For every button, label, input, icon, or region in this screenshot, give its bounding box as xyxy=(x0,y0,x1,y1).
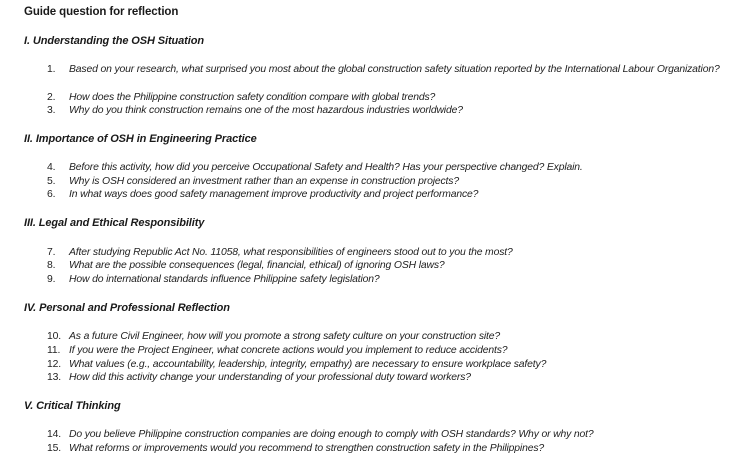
question-number: 1. xyxy=(47,64,56,75)
question-text: As a future Civil Engineer, how will you promote a strong safety culture on your construction site? xyxy=(69,331,501,342)
question-number: 9. xyxy=(47,274,56,285)
question-item-10 xyxy=(47,330,733,343)
question-item-11 xyxy=(47,344,733,357)
question-item-7 xyxy=(47,246,733,259)
question-item-5 xyxy=(47,175,733,188)
question-number: 7. xyxy=(47,247,56,258)
question-number: 12. xyxy=(47,359,61,370)
question-number: 10. xyxy=(47,331,61,342)
question-item-12 xyxy=(47,358,733,371)
question-text: Do you believe Philippine construction companies are doing enough to comply with OSH standards? Why or why not? xyxy=(69,429,594,440)
question-item-15 xyxy=(47,442,733,455)
question-text: In what ways does good safety management improve productivity and project performance? xyxy=(69,189,479,200)
question-text: After studying Republic Act No. 11058, what responsibilities of engineers stood out to you the most? xyxy=(69,247,513,258)
question-item-8 xyxy=(47,259,733,272)
question-text: What values (e.g., accountability, leadership, integrity, empathy) are necessary to ensure workplace safety? xyxy=(69,359,547,370)
question-text: How did this activity change your understanding of your professional duty toward workers? xyxy=(69,372,471,383)
question-text: Why is OSH considered an investment rather than an expense in construction projects? xyxy=(69,176,459,187)
section-heading-5: V. Critical Thinking xyxy=(24,400,121,412)
question-item-2 xyxy=(47,91,733,104)
question-number: 2. xyxy=(47,92,56,103)
question-text: What are the possible consequences (legal, financial, ethical) of ignoring OSH laws? xyxy=(69,260,445,271)
question-number: 5. xyxy=(47,176,56,187)
question-number: 6. xyxy=(47,189,56,200)
question-item-4 xyxy=(47,161,733,174)
section-heading-2: II. Importance of OSH in Engineering Practice xyxy=(24,133,257,145)
question-text: Based on your research, what surprised you most about the global construction safety situation reported by the International Labour Organization? xyxy=(69,64,720,75)
question-number: 4. xyxy=(47,162,56,173)
question-text: Before this activity, how did you perceive Occupational Safety and Health? Has your perspective changed? Explain. xyxy=(69,162,583,173)
section-heading-1: I. Understanding the OSH Situation xyxy=(24,35,204,47)
section-heading-3: III. Legal and Ethical Responsibility xyxy=(24,217,205,229)
question-text: Why do you think construction remains one of the most hazardous industries worldwide? xyxy=(69,105,463,116)
question-number: 3. xyxy=(47,105,56,116)
question-text: How does the Philippine construction safety condition compare with global trends? xyxy=(69,92,436,103)
section-heading-4: IV. Personal and Professional Reflection xyxy=(24,302,230,314)
question-text: If you were the Project Engineer, what concrete actions would you implement to reduce accidents? xyxy=(69,345,508,356)
question-text: How do international standards influence Philippine safety legislation? xyxy=(69,274,380,285)
question-number: 13. xyxy=(47,372,61,383)
question-number: 14. xyxy=(47,429,61,440)
question-number: 8. xyxy=(47,260,56,271)
question-item-6 xyxy=(47,188,733,201)
document-title: Guide question for reflection xyxy=(24,6,179,18)
question-item-14 xyxy=(47,428,733,441)
question-text: What reforms or improvements would you recommend to strengthen construction safety in the Philippines? xyxy=(69,443,545,454)
question-item-3 xyxy=(47,104,733,117)
question-number: 11. xyxy=(47,345,61,356)
question-item-1 xyxy=(47,63,733,76)
question-item-9 xyxy=(47,273,733,286)
question-item-13 xyxy=(47,371,733,384)
question-number: 15. xyxy=(47,443,61,454)
